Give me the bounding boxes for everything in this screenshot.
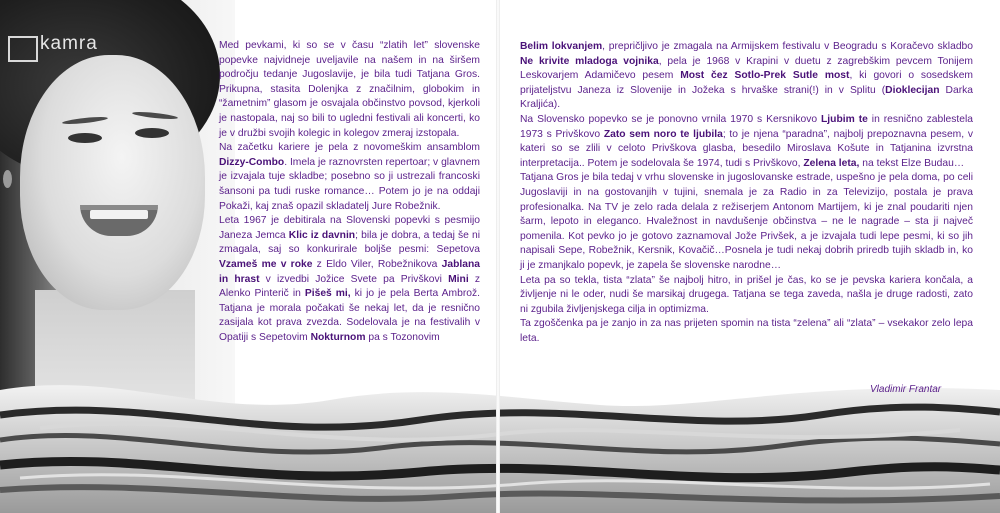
text-run: ; bila je dobra, a tedaj še ni zmagala, saj so konkurirale boljše pesmi: Sepetova	[219, 229, 480, 256]
text-run: in resnično zablestela 1973 s Privškovo	[520, 113, 973, 140]
bold-song-title: Nokturnom	[310, 331, 366, 343]
bold-song-title: Zato sem noro te ljubila	[603, 128, 723, 140]
text-run: Leta 1967 je debitirala na Slovenski popevki s pesmijo Janeza Jemca	[219, 215, 480, 241]
text-run: na tekst Elze Budau…	[859, 157, 965, 169]
paragraph	[520, 113, 973, 171]
bold-song-title: Vzameš me v roke	[219, 258, 313, 270]
paragraph	[219, 214, 480, 345]
text-run: Tatjana Gros je bila tedaj v vrhu slovenske in jugoslovanske estrade, uspešno je pela doma, po celi Jugoslaviji in na gostovanjih v tujini, snemala je za Radio in za Televizijo, postala je prava profesionalka. Na TV je zelo rada delala z režiserjem Antonom Martijem, ki je znal poudariti njen šarm, lepoto in eleganco. Hvaležnost in navdušenje občinstva – ne le nagrade – sta ji največ pomenila. Kot pevko jo je gotovo zaznamoval Jože Privšek, a je izvajala tudi lepe pesmi, ki so jih napisali Sepe, Robežnik, Kersnik, Kovačič…Posnela je tudi nekaj dobrih priredb tujih skladb in, ko ji je zmanjkalo popevk, je zapela še slovenske narodne…	[520, 172, 973, 271]
text-run: ki jo je pela Berta Ambrož. Tatjana je morala počakati še nekaj let, da je resnično zasijala kot prava zvezda. Sodelovala je na festivalih v Opatiji s Sepetovim	[219, 288, 480, 343]
text-run: v izvedbi Jožice Svete pa Privškovi	[259, 273, 449, 285]
kamra-logo-icon	[8, 36, 38, 62]
text-run: , ki govori o sosedskem prijateljstvu Janeza iz Slovenije in Jožeka s hrvaške strani(!) in v Splitu (	[520, 70, 973, 96]
page-gutter	[496, 0, 500, 513]
bold-song-title: Ne krivite mladoga vojnika	[520, 55, 659, 67]
right-text-column	[520, 40, 973, 346]
paragraph	[520, 317, 973, 346]
bold-song-title: Mini	[448, 273, 469, 285]
bold-song-title: Dioklecijan	[885, 84, 940, 96]
paragraph	[520, 40, 973, 113]
text-run: Leta pa so tekla, tista “zlata” še najbolj hitro, in prišel je čas, ko se je pevska kariera končala, a življenje ni le oder, nudi še marsikaj drugega. Tatjana se tega zaveda, našla je druge radosti, zato ni zgubila življenjskega cilja in optimizma.	[520, 274, 973, 315]
text-run: . Imela je raznovrsten repertoar; v glavnem je izvajala tuje skladbe; posebno so ji ustrezali francoski šansoni pa tudi ruske romance… Potem jo je na oddaji Pokaži, kaj znaš opazil skladatelj Jure Robežnik.	[219, 156, 480, 212]
text-run: Ta zgoščenka pa je zanjo in za nas prijeten spomin na tista “zelena” ali “zlata” – vsekakor zelo lepa leta.	[520, 318, 973, 344]
bold-song-title: Ljubim te	[821, 113, 868, 125]
text-run: Med pevkami, ki so se v času “zlatih let” slovenske popevke najvidneje uveljavile na našem in na širšem področju tedanje Jugoslavije, je bila tudi Tatjana Gros. Prikupna, stasita Dolenjka z značilnim, globokim in “žametnim” glasom je osvajala občinstvo povsod, kjerkoli je nastopala, naj so bili to ugledni festivali ali koncerti, ko je v družbi svojih kolegic in kolegov zmeraj izstopala.	[219, 40, 480, 139]
text-run: z Eldo Viler, Robežnikova	[312, 258, 442, 270]
marbled-swirl-graphic	[0, 360, 1000, 513]
text-run: Na Slovensko popevko se je ponovno vrnila 1970 s Kersnikovo	[520, 113, 822, 125]
author-signature: Vladimir Frantar	[870, 384, 942, 395]
logo-text: kamra	[40, 33, 98, 54]
text-run: pa s Tozonovim	[365, 331, 440, 343]
bold-song-title: Pišeš mi,	[304, 288, 351, 300]
earring	[3, 170, 12, 188]
paragraph	[219, 39, 480, 141]
text-run: Na začetku kariere je pela z novomeškim ansamblom	[219, 142, 480, 154]
paragraph	[520, 274, 973, 318]
text-run: ; to je njena “paradna”, najbolj prepoznavna pesem, v kateri so se zlili v celoto Privškova glasba, besedilo Miroslava Košute in Tatjanina izvrstna interpretacija.. Potem je sodelovala še 1974, tudi s Privškovo,	[520, 128, 973, 169]
left-text-column	[219, 39, 480, 345]
text-run: Darka Kraljića).	[520, 84, 973, 111]
paragraph	[520, 171, 973, 273]
text-run: , prepričljivo je zmagala na Armijskem festivalu v Beogradu s Koračevo skladbo	[602, 41, 973, 52]
bold-song-title: Jablana in hrast	[219, 258, 480, 285]
bold-song-title: Klic iz davnin	[288, 229, 356, 241]
text-run: , pela je 1968 v Krapini v duetu z zagrebškim pevcem Tonijem Leskovarjem Adamičevo pesem	[520, 55, 973, 82]
bold-song-title: Dizzy-Combo	[219, 156, 285, 168]
text-run: z Alenko Pinterič in	[219, 273, 481, 300]
bold-song-title: Most čez Sotlo-Prek Sutle most	[680, 70, 850, 82]
bold-song-title: Zelena leta,	[803, 157, 860, 169]
bold-song-title: Belim lokvanjem	[520, 41, 603, 52]
paragraph	[219, 141, 480, 214]
